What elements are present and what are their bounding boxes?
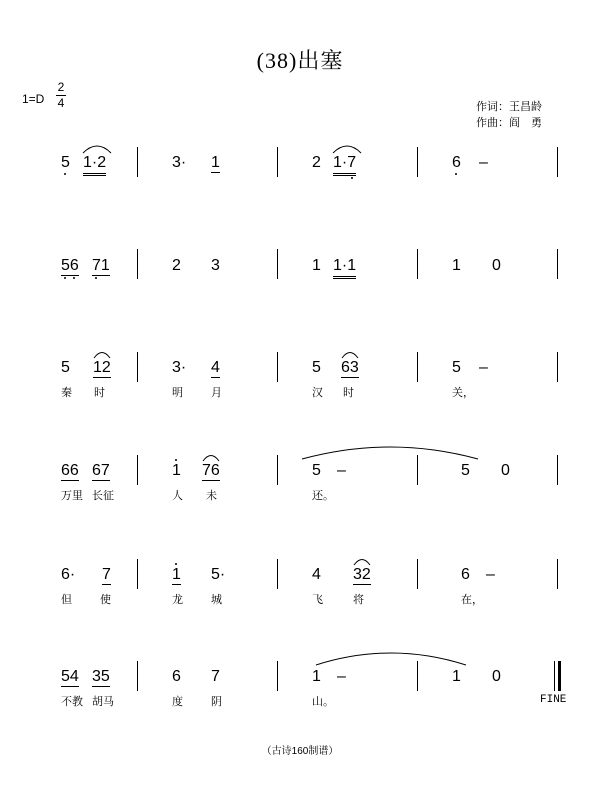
lyric: 明 [172, 387, 183, 399]
note: 1 [333, 257, 342, 274]
lyric: 时 [94, 387, 105, 399]
note: 7 [102, 566, 111, 583]
lyric: 山。 [312, 696, 334, 708]
composer-credit: 作曲：阎 勇 [476, 117, 542, 129]
dash: – [479, 154, 488, 171]
note: 7 [100, 462, 110, 479]
note: 5 [312, 462, 321, 479]
note: 1 [100, 257, 110, 274]
footer-note: （古诗160制谱） [261, 746, 339, 757]
note: 6 [61, 462, 70, 479]
note-group [92, 257, 110, 276]
slur [341, 349, 359, 359]
lyric: 阴 [211, 696, 222, 708]
note-group [202, 462, 220, 481]
note: 1 [172, 566, 181, 584]
note: 1 [452, 257, 461, 274]
lyric: 长征 [92, 490, 114, 502]
note: 4 [312, 566, 321, 583]
tie-arc [300, 441, 480, 461]
note-group [341, 359, 359, 378]
note-group [61, 462, 79, 481]
lyric: 还。 [312, 490, 334, 502]
note: 2 [101, 359, 111, 376]
note: 6 [69, 462, 79, 479]
note: 5 [61, 154, 70, 172]
note: 5 [452, 359, 461, 376]
lyric: 月 [211, 387, 222, 399]
note: 6 [172, 668, 181, 685]
note: 1 [83, 154, 92, 171]
note: 6 [461, 566, 470, 583]
time-signature: 2 4 [57, 80, 65, 110]
note-group: 1·2 [83, 154, 106, 176]
note: 3 [92, 668, 101, 685]
note: 1 [312, 668, 321, 685]
note: 5 [211, 566, 220, 583]
note: 1 [333, 154, 342, 171]
lyric: 在， [461, 594, 483, 606]
rest: 0 [501, 462, 510, 479]
lyric: 城 [211, 594, 222, 606]
slur [332, 142, 362, 154]
note: 3 [349, 359, 359, 376]
lyric: 关， [452, 387, 474, 399]
rest: 0 [492, 257, 501, 274]
note: 1 [347, 257, 357, 274]
dash: – [479, 359, 488, 376]
note: 2 [172, 257, 181, 274]
note-group [61, 257, 79, 276]
note-group: 1·1 [333, 257, 356, 279]
note-group [353, 566, 371, 585]
note: 3 [172, 359, 181, 376]
lyricist-credit: 作词：王昌龄 [476, 101, 542, 113]
note: 1 [93, 359, 102, 376]
note: 6 [92, 462, 101, 479]
rest: 0 [492, 668, 501, 685]
note: 3 [172, 154, 181, 171]
note: 3 [211, 257, 220, 274]
note: 2 [312, 154, 321, 171]
note: 3 [353, 566, 362, 583]
dash: – [486, 566, 495, 583]
lyric: 但 [61, 594, 72, 606]
lyric: 使 [100, 594, 111, 606]
note-group [92, 668, 110, 687]
note-group [93, 359, 111, 378]
tie-arc [314, 647, 468, 667]
lyric: 人 [172, 490, 183, 502]
note: 6 [341, 359, 350, 376]
lyric: 秦 [61, 387, 72, 399]
lyric: 胡马 [92, 696, 114, 708]
note: 5 [100, 668, 110, 685]
lyric: 将 [353, 594, 364, 606]
note: 5 [461, 462, 470, 479]
note: 6 [70, 257, 79, 275]
song-title: (38)出塞 [256, 48, 344, 73]
note: 2 [97, 154, 107, 171]
note: 4 [211, 359, 220, 376]
slur [202, 452, 220, 462]
note: 7 [347, 154, 356, 172]
note-group: 1·7 [333, 154, 356, 176]
lyric: 龙 [172, 594, 183, 606]
slur [82, 142, 112, 154]
note: 1 [172, 462, 181, 480]
note-group [61, 668, 79, 687]
lyric: 万里 [61, 490, 83, 502]
note: 2 [361, 566, 371, 583]
note: 5 [61, 359, 70, 376]
note: 5 [312, 359, 321, 376]
note: 6 [61, 566, 70, 583]
slur [353, 556, 371, 566]
note: 1 [312, 257, 321, 274]
key-signature: 1=D [22, 92, 45, 106]
note: 1 [211, 154, 220, 171]
dash: – [337, 668, 346, 685]
note: 5 [61, 668, 70, 685]
note: 6 [452, 154, 461, 172]
lyric: 时 [343, 387, 354, 399]
note: 1 [452, 668, 461, 685]
note: 7 [202, 462, 211, 479]
lyric: 汉 [312, 387, 323, 399]
fine-mark: FINE [540, 694, 567, 706]
dash: – [337, 462, 346, 479]
note: 7 [211, 668, 220, 685]
lyric: 飞 [312, 594, 323, 606]
lyric: 度 [172, 696, 183, 708]
note: 5 [61, 257, 70, 275]
note: 6 [210, 462, 220, 479]
lyric: 未 [206, 490, 217, 502]
note-group [92, 462, 110, 481]
note: 7 [92, 257, 101, 275]
slur [93, 349, 111, 359]
lyric: 不教 [61, 696, 83, 708]
note: 4 [69, 668, 79, 685]
